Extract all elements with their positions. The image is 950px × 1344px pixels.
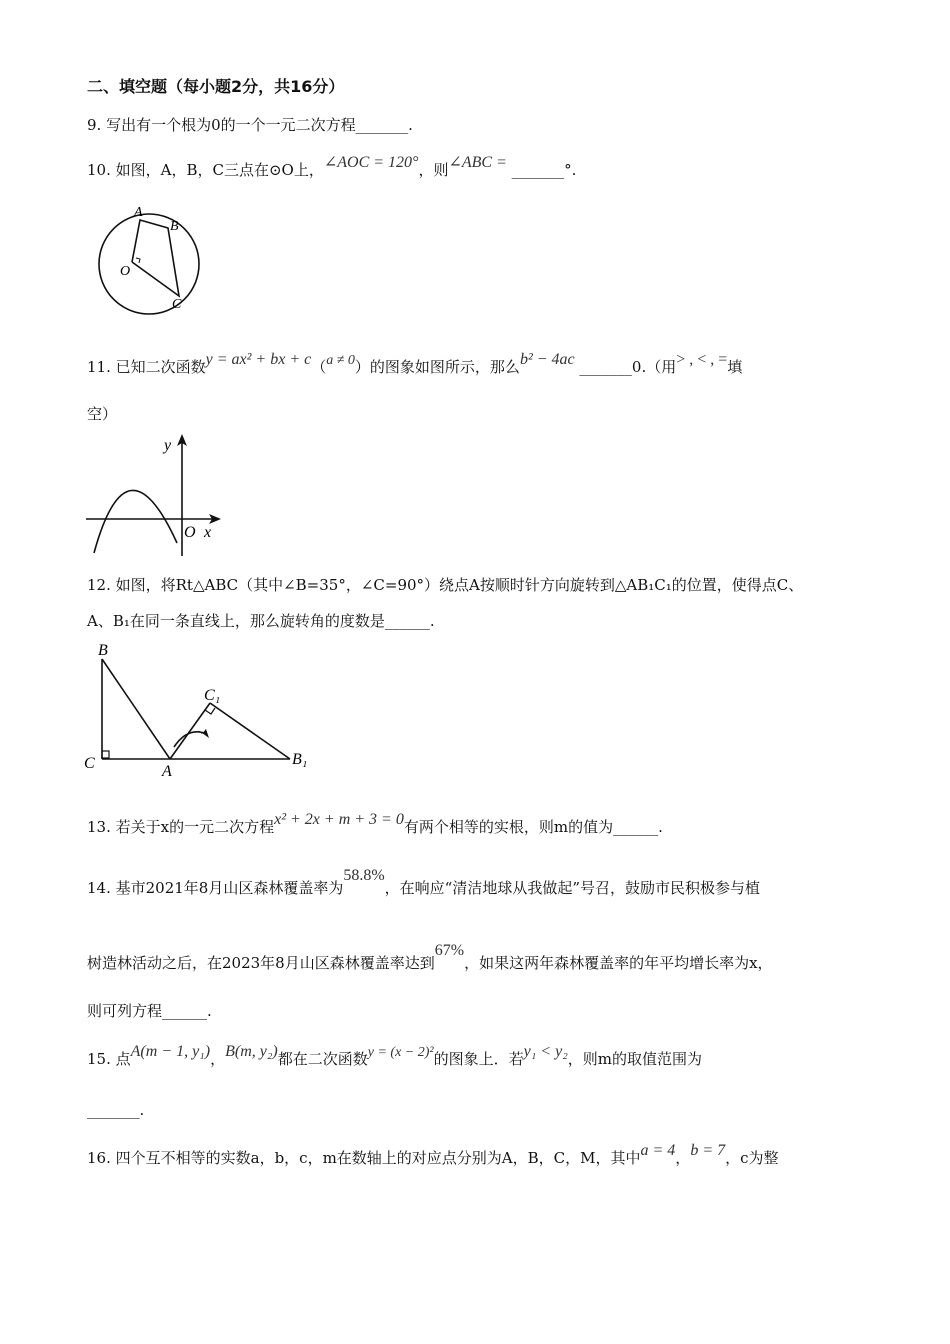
- rotation-arrow-head: [198, 729, 209, 738]
- label-c: C: [84, 755, 95, 772]
- q14-post: ，在响应“清洁地球从我做起”号召，鼓励市民积极参与植: [384, 879, 761, 897]
- q16-post: ，c为整: [725, 1149, 779, 1167]
- label-b1: B₁: [292, 751, 308, 768]
- q11-post2: 填: [727, 358, 743, 376]
- q10-circle-figure: [82, 200, 217, 315]
- q15-mid: 都在二次函数: [277, 1050, 368, 1068]
- q14-pre: 14. 基市2021年8月山区森林覆盖率为: [87, 879, 344, 897]
- q10-post: _______°.: [506, 161, 577, 179]
- label-c: C: [172, 297, 182, 312]
- right-angle-c: [102, 751, 109, 758]
- label-b: B: [98, 642, 108, 659]
- question-15-line2: _______.: [87, 1101, 145, 1119]
- q15-pre: 15. 点: [87, 1050, 131, 1068]
- q12-triangle-figure: [80, 638, 330, 783]
- q11-eq-disc: b² − 4ac: [519, 351, 575, 368]
- label-x: x: [204, 524, 212, 541]
- rotation-arrow: [174, 732, 207, 747]
- side-ab: [102, 659, 170, 759]
- q10-pre: 10. 如图，A，B，C三点在⊙O上，: [87, 161, 324, 179]
- q15-mid2: 的图象上．若: [433, 1050, 524, 1068]
- q10-angle-mark: [136, 258, 140, 263]
- side-c1b1: [210, 703, 290, 759]
- label-o: O: [120, 264, 131, 279]
- q11-signs: > , < , =: [676, 351, 728, 368]
- q11-eq-cond: a ≠ 0: [326, 353, 355, 368]
- q15-eq-ineq: y₁ < y₂: [523, 1043, 568, 1060]
- question-11: [87, 351, 743, 379]
- q11-eq-func: y = ax² + bx + c: [205, 351, 312, 368]
- question-14-line2: [87, 942, 773, 974]
- q15-post: ，则m的取值范围为: [567, 1050, 702, 1068]
- q13-eq: x² + 2x + m + 3 = 0: [274, 811, 404, 828]
- label-a: A: [162, 763, 172, 780]
- q13-post: 有两个相等的实根，则m的值为______.: [403, 818, 663, 836]
- parabola-curve: [94, 490, 177, 553]
- question-14-line1: [87, 867, 761, 899]
- q16-sep: ，: [675, 1149, 691, 1167]
- q11-post: _______0.（用: [574, 358, 677, 376]
- label-c1: C₁: [204, 687, 221, 704]
- circle-o: [99, 214, 199, 314]
- q15-eq-a: A(m − 1, y₁): [130, 1043, 211, 1060]
- question-10: [87, 154, 577, 181]
- question-12-line2: A、B₁在同一条直线上，那么旋转角的度数是______.: [87, 612, 435, 630]
- label-y: y: [164, 437, 172, 454]
- q15-eq-b: B(m, y₂): [225, 1043, 278, 1060]
- q11-p2: ）的图象如图所示，那么: [354, 358, 520, 376]
- q16-eq-b: b = 7: [690, 1142, 726, 1159]
- question-15: [87, 1043, 702, 1071]
- q10-eq-aoc: ∠AOC = 120°: [323, 154, 419, 171]
- q16-eq-a: a = 4: [640, 1142, 676, 1159]
- side-ac1: [170, 703, 210, 759]
- q15-eq-func: y = (x − 2)²: [367, 1045, 434, 1060]
- q13-pre: 13. 若关于x的一元二次方程: [87, 818, 275, 836]
- question-9: 9. 写出有一个根为0的一个一元二次方程_______.: [87, 116, 413, 134]
- label-b: B: [170, 219, 179, 234]
- q15-sep: ，: [210, 1050, 226, 1068]
- label-origin: O: [184, 524, 196, 541]
- q11-p1: （: [311, 358, 327, 376]
- q11-parabola-figure: [82, 428, 232, 563]
- q14-eq1: 58.8%: [343, 867, 385, 884]
- section-title: 二、填空题（每小题2分，共16分）: [87, 77, 345, 96]
- question-12-line1: 12. 如图，将Rt△ABC（其中∠B=35°，∠C=90°）绕点A按顺时针方向旋转到△AB₁C₁的位置，使得点C、: [87, 576, 804, 594]
- q10-mid: ，则: [418, 161, 449, 179]
- q16-pre: 16. 四个互不相等的实数a，b，c，m在数轴上的对应点分别为A，B，C，M，其中: [87, 1149, 641, 1167]
- q14-eq2: 67%: [434, 942, 465, 959]
- question-13: [87, 811, 663, 838]
- label-a: A: [134, 205, 143, 220]
- question-14-line3: 则可列方程______.: [87, 1002, 212, 1020]
- q14-line2-pre: 树造林活动之后，在2023年8月山区森林覆盖率达到: [87, 954, 435, 972]
- question-16: [87, 1142, 779, 1169]
- q11-pre: 11. 已知二次函数: [87, 358, 206, 376]
- q10-eq-abc: ∠ABC =: [448, 154, 507, 171]
- q14-line2-post: ，如果这两年森林覆盖率的年平均增长率为x，: [464, 954, 773, 972]
- q11-line2: 空）: [87, 405, 118, 423]
